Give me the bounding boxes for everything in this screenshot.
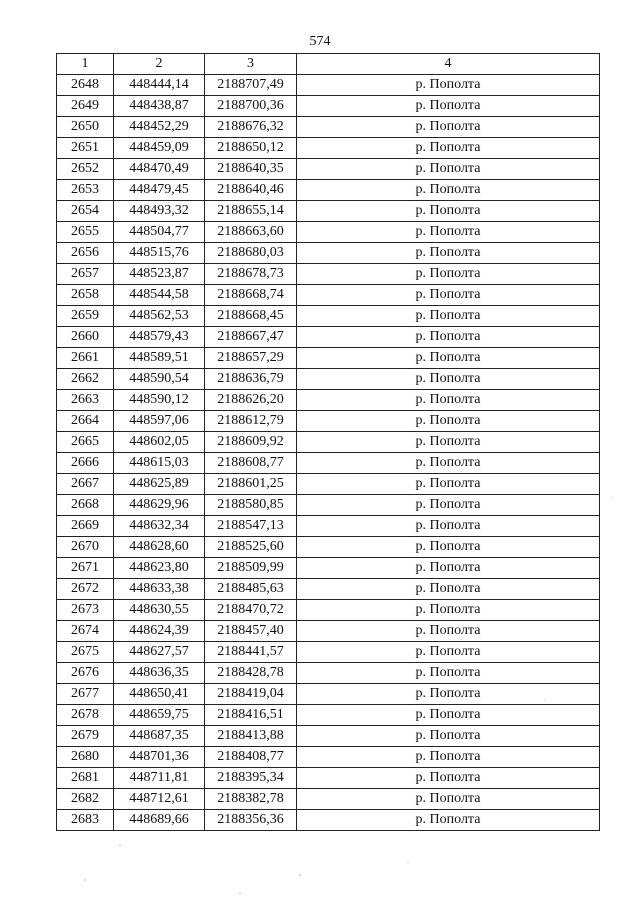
y-coordinate-cell: 2188601,25 [205, 474, 297, 495]
table-row [57, 96, 600, 117]
point-number-cell: 2649 [57, 96, 114, 117]
point-number-cell: 2670 [57, 537, 114, 558]
table-row [57, 726, 600, 747]
coordinates-table [56, 53, 600, 831]
description-cell: р. Пополта [297, 201, 600, 222]
description-cell: р. Пополта [297, 264, 600, 285]
point-number-cell: 2652 [57, 159, 114, 180]
x-coordinate-cell: 448493,32 [114, 201, 205, 222]
point-number-cell: 2678 [57, 705, 114, 726]
table-row [57, 117, 600, 138]
y-coordinate-cell: 2188395,34 [205, 768, 297, 789]
x-coordinate-cell: 448438,87 [114, 96, 205, 117]
table-row [57, 348, 600, 369]
table-row [57, 600, 600, 621]
description-cell: р. Пополта [297, 348, 600, 369]
description-cell: р. Пополта [297, 558, 600, 579]
y-coordinate-cell: 2188655,14 [205, 201, 297, 222]
x-coordinate-cell: 448624,39 [114, 621, 205, 642]
column-header-4: 4 [297, 54, 600, 75]
point-number-cell: 2659 [57, 306, 114, 327]
x-coordinate-cell: 448629,96 [114, 495, 205, 516]
y-coordinate-cell: 2188457,40 [205, 621, 297, 642]
point-number-cell: 2673 [57, 600, 114, 621]
x-coordinate-cell: 448615,03 [114, 453, 205, 474]
description-cell: р. Пополта [297, 810, 600, 831]
y-coordinate-cell: 2188428,78 [205, 663, 297, 684]
page-number: 574 [309, 34, 331, 49]
description-cell: р. Пополта [297, 285, 600, 306]
description-cell: р. Пополта [297, 663, 600, 684]
point-number-cell: 2665 [57, 432, 114, 453]
x-coordinate-cell: 448650,41 [114, 684, 205, 705]
description-cell: р. Пополта [297, 642, 600, 663]
x-coordinate-cell: 448452,29 [114, 117, 205, 138]
point-number-cell: 2664 [57, 411, 114, 432]
table-row [57, 75, 600, 96]
column-header-2: 2 [114, 54, 205, 75]
description-cell: р. Пополта [297, 327, 600, 348]
point-number-cell: 2677 [57, 684, 114, 705]
description-cell: р. Пополта [297, 768, 600, 789]
table-row [57, 306, 600, 327]
x-coordinate-cell: 448544,58 [114, 285, 205, 306]
description-cell: р. Пополта [297, 453, 600, 474]
description-cell: р. Пополта [297, 390, 600, 411]
y-coordinate-cell: 2188525,60 [205, 537, 297, 558]
y-coordinate-cell: 2188650,12 [205, 138, 297, 159]
point-number-cell: 2683 [57, 810, 114, 831]
table-row [57, 621, 600, 642]
point-number-cell: 2666 [57, 453, 114, 474]
point-number-cell: 2675 [57, 642, 114, 663]
description-cell: р. Пополта [297, 684, 600, 705]
description-cell: р. Пополта [297, 726, 600, 747]
description-cell: р. Пополта [297, 537, 600, 558]
y-coordinate-cell: 2188700,36 [205, 96, 297, 117]
x-coordinate-cell: 448636,35 [114, 663, 205, 684]
description-cell: р. Пополта [297, 117, 600, 138]
description-cell: р. Пополта [297, 75, 600, 96]
y-coordinate-cell: 2188707,49 [205, 75, 297, 96]
x-coordinate-cell: 448625,89 [114, 474, 205, 495]
description-cell: р. Пополта [297, 579, 600, 600]
description-cell: р. Пополта [297, 243, 600, 264]
table-row [57, 642, 600, 663]
point-number-cell: 2654 [57, 201, 114, 222]
x-coordinate-cell: 448630,55 [114, 600, 205, 621]
x-coordinate-cell: 448633,38 [114, 579, 205, 600]
point-number-cell: 2671 [57, 558, 114, 579]
table-row [57, 285, 600, 306]
point-number-cell: 2674 [57, 621, 114, 642]
x-coordinate-cell: 448523,87 [114, 264, 205, 285]
table-row [57, 432, 600, 453]
y-coordinate-cell: 2188547,13 [205, 516, 297, 537]
table-row [57, 369, 600, 390]
table-row [57, 390, 600, 411]
y-coordinate-cell: 2188626,20 [205, 390, 297, 411]
y-coordinate-cell: 2188640,35 [205, 159, 297, 180]
point-number-cell: 2651 [57, 138, 114, 159]
table-row [57, 222, 600, 243]
x-coordinate-cell: 448628,60 [114, 537, 205, 558]
table-row [57, 453, 600, 474]
description-cell: р. Пополта [297, 96, 600, 117]
x-coordinate-cell: 448470,49 [114, 159, 205, 180]
description-cell: р. Пополта [297, 705, 600, 726]
table-row [57, 138, 600, 159]
point-number-cell: 2662 [57, 369, 114, 390]
x-coordinate-cell: 448479,45 [114, 180, 205, 201]
point-number-cell: 2658 [57, 285, 114, 306]
description-cell: р. Пополта [297, 306, 600, 327]
x-coordinate-cell: 448687,35 [114, 726, 205, 747]
y-coordinate-cell: 2188382,78 [205, 789, 297, 810]
x-coordinate-cell: 448712,61 [114, 789, 205, 810]
x-coordinate-cell: 448632,34 [114, 516, 205, 537]
description-cell: р. Пополта [297, 369, 600, 390]
y-coordinate-cell: 2188408,77 [205, 747, 297, 768]
y-coordinate-cell: 2188608,77 [205, 453, 297, 474]
x-coordinate-cell: 448444,14 [114, 75, 205, 96]
point-number-cell: 2657 [57, 264, 114, 285]
table-row [57, 264, 600, 285]
point-number-cell: 2672 [57, 579, 114, 600]
x-coordinate-cell: 448597,06 [114, 411, 205, 432]
point-number-cell: 2680 [57, 747, 114, 768]
table-row [57, 768, 600, 789]
x-coordinate-cell: 448590,12 [114, 390, 205, 411]
y-coordinate-cell: 2188356,36 [205, 810, 297, 831]
description-cell: р. Пополта [297, 789, 600, 810]
y-coordinate-cell: 2188667,47 [205, 327, 297, 348]
column-header-3: 3 [205, 54, 297, 75]
table-row [57, 810, 600, 831]
y-coordinate-cell: 2188668,74 [205, 285, 297, 306]
point-number-cell: 2681 [57, 768, 114, 789]
y-coordinate-cell: 2188663,60 [205, 222, 297, 243]
x-coordinate-cell: 448602,05 [114, 432, 205, 453]
table-row [57, 558, 600, 579]
description-cell: р. Пополта [297, 621, 600, 642]
column-header-1: 1 [57, 54, 114, 75]
point-number-cell: 2669 [57, 516, 114, 537]
x-coordinate-cell: 448562,53 [114, 306, 205, 327]
table-row [57, 747, 600, 768]
x-coordinate-cell: 448659,75 [114, 705, 205, 726]
table-row [57, 327, 600, 348]
y-coordinate-cell: 2188640,46 [205, 180, 297, 201]
y-coordinate-cell: 2188419,04 [205, 684, 297, 705]
x-coordinate-cell: 448623,80 [114, 558, 205, 579]
y-coordinate-cell: 2188668,45 [205, 306, 297, 327]
table-row [57, 495, 600, 516]
description-cell: р. Пополта [297, 138, 600, 159]
description-cell: р. Пополта [297, 432, 600, 453]
table-row [57, 663, 600, 684]
table-row [57, 537, 600, 558]
y-coordinate-cell: 2188680,03 [205, 243, 297, 264]
table-body [57, 75, 600, 831]
table-row [57, 201, 600, 222]
x-coordinate-cell: 448459,09 [114, 138, 205, 159]
description-cell: р. Пополта [297, 516, 600, 537]
description-cell: р. Пополта [297, 222, 600, 243]
y-coordinate-cell: 2188612,79 [205, 411, 297, 432]
x-coordinate-cell: 448711,81 [114, 768, 205, 789]
x-coordinate-cell: 448515,76 [114, 243, 205, 264]
table-row [57, 684, 600, 705]
point-number-cell: 2656 [57, 243, 114, 264]
description-cell: р. Пополта [297, 600, 600, 621]
y-coordinate-cell: 2188413,88 [205, 726, 297, 747]
y-coordinate-cell: 2188609,92 [205, 432, 297, 453]
description-cell: р. Пополта [297, 159, 600, 180]
description-cell: р. Пополта [297, 411, 600, 432]
table-row [57, 579, 600, 600]
point-number-cell: 2679 [57, 726, 114, 747]
point-number-cell: 2653 [57, 180, 114, 201]
x-coordinate-cell: 448579,43 [114, 327, 205, 348]
table-row [57, 516, 600, 537]
point-number-cell: 2655 [57, 222, 114, 243]
x-coordinate-cell: 448689,66 [114, 810, 205, 831]
description-cell: р. Пополта [297, 474, 600, 495]
x-coordinate-cell: 448627,57 [114, 642, 205, 663]
x-coordinate-cell: 448701,36 [114, 747, 205, 768]
point-number-cell: 2661 [57, 348, 114, 369]
y-coordinate-cell: 2188636,79 [205, 369, 297, 390]
point-number-cell: 2663 [57, 390, 114, 411]
x-coordinate-cell: 448589,51 [114, 348, 205, 369]
description-cell: р. Пополта [297, 747, 600, 768]
point-number-cell: 2667 [57, 474, 114, 495]
table-row [57, 789, 600, 810]
point-number-cell: 2682 [57, 789, 114, 810]
table-row [57, 159, 600, 180]
y-coordinate-cell: 2188441,57 [205, 642, 297, 663]
x-coordinate-cell: 448590,54 [114, 369, 205, 390]
table-row [57, 411, 600, 432]
description-cell: р. Пополта [297, 495, 600, 516]
y-coordinate-cell: 2188416,51 [205, 705, 297, 726]
point-number-cell: 2650 [57, 117, 114, 138]
point-number-cell: 2648 [57, 75, 114, 96]
table-row [57, 243, 600, 264]
table-row [57, 180, 600, 201]
y-coordinate-cell: 2188676,32 [205, 117, 297, 138]
y-coordinate-cell: 2188485,63 [205, 579, 297, 600]
y-coordinate-cell: 2188509,99 [205, 558, 297, 579]
y-coordinate-cell: 2188470,72 [205, 600, 297, 621]
description-cell: р. Пополта [297, 180, 600, 201]
point-number-cell: 2668 [57, 495, 114, 516]
y-coordinate-cell: 2188678,73 [205, 264, 297, 285]
table-header-row [57, 54, 600, 75]
point-number-cell: 2676 [57, 663, 114, 684]
y-coordinate-cell: 2188657,29 [205, 348, 297, 369]
x-coordinate-cell: 448504,77 [114, 222, 205, 243]
y-coordinate-cell: 2188580,85 [205, 495, 297, 516]
table-row [57, 705, 600, 726]
table-row [57, 474, 600, 495]
point-number-cell: 2660 [57, 327, 114, 348]
